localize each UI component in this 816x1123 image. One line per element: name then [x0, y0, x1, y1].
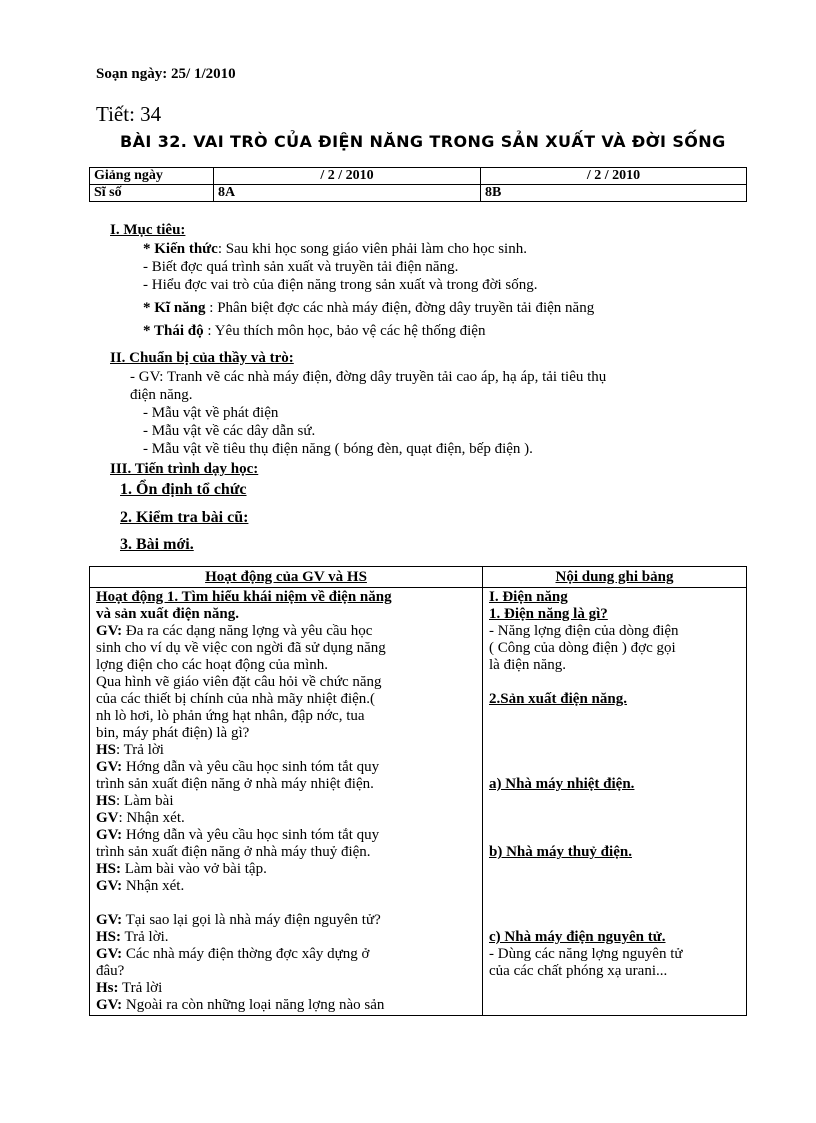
content-line [489, 912, 740, 929]
activity-line [96, 963, 476, 980]
content-line [489, 878, 740, 895]
activity-text: Trả lời [118, 980, 163, 996]
content-line [489, 708, 740, 725]
content-heading: a) Nhà máy nhiệt điện. [489, 776, 635, 792]
activity-text: : Nhận xét. [118, 810, 185, 826]
content-heading: c) Nhà máy điện nguyên tử. [489, 929, 666, 945]
activity-text: trình sản xuất điện năng ở nhà máy nhiệt điện. [96, 776, 374, 792]
activity-text: Các nhà máy điện thờng đợc xây dựng ở [122, 946, 370, 962]
activity-line [96, 589, 476, 606]
activity-text: nh lò hơi, lò phản ứng hạt nhân, đập nớc, tua [96, 708, 365, 724]
activity-line [96, 742, 476, 759]
activity-line [96, 793, 476, 810]
activity-line [96, 657, 476, 674]
speaker-label: HS [96, 742, 117, 758]
activity-line [96, 844, 476, 861]
activity-line [96, 640, 476, 657]
activity-table [89, 566, 747, 1016]
lesson-number: Tiết: 34 [96, 102, 162, 126]
schedule-row-classes [90, 185, 747, 202]
activity-line [96, 759, 476, 776]
activity-line [96, 878, 476, 895]
activity-line [96, 912, 476, 929]
content-heading: I. Điện năng [489, 589, 568, 605]
activity-text: Tại sao lại gọi là nhà máy điện nguyên tử? [122, 912, 381, 928]
schedule-table [89, 167, 747, 202]
content-line [489, 810, 740, 827]
lesson-title: BÀI 32. VAI TRÒ CỦA ĐIỆN NĂNG TRONG SẢN XUẤT VÀ ĐỜI SỐNG [120, 132, 726, 151]
content-line [489, 742, 740, 759]
skill-label: * Kĩ năng [143, 300, 206, 316]
speaker-label: HS: [96, 929, 122, 945]
activity-text: Qua hình vẽ giáo viên đặt câu hỏi về chức năng [96, 674, 382, 690]
schedule-label-date: Giảng ngày [90, 168, 214, 185]
activity-line [96, 827, 476, 844]
speaker-label: GV: [96, 759, 123, 775]
activity-text: : Trả lời [116, 742, 164, 758]
activity-line [96, 606, 476, 623]
prep-item-1-cont: điện năng. [130, 387, 193, 403]
header-activities: Hoạt động của GV và HS [90, 567, 483, 588]
content-line [489, 759, 740, 776]
speaker-label: Hs: [96, 980, 119, 996]
knowledge-text: : Sau khi học song giáo viên phải làm cho học sinh. [217, 241, 527, 257]
header-board-content: Nội dung ghi bảng [483, 567, 747, 588]
procedure-step-1: 1. Ổn định tổ chức [120, 481, 247, 498]
activity-line [96, 691, 476, 708]
activity-line [96, 725, 476, 742]
speaker-label: GV: [96, 912, 123, 928]
activity-text: : Làm bài [116, 793, 174, 809]
content-line [489, 861, 740, 878]
schedule-class-8a: 8A [214, 185, 481, 202]
activity-text: Ngoài ra còn những loại năng lợng nào sản [122, 997, 385, 1013]
activity-text: sinh cho ví dụ về việc con ngời đã sử dụng năng [96, 640, 386, 656]
activity-text: Hớng dẫn và yêu cầu học sinh tóm tắt quy [122, 827, 380, 843]
content-line [489, 827, 740, 844]
activities-cell [90, 588, 483, 1016]
activity-line [96, 623, 476, 640]
activity-text: Nhận xét. [122, 878, 185, 894]
activity-line [96, 674, 476, 691]
speaker-label: HS: [96, 861, 122, 877]
schedule-label-count: Sĩ số [90, 185, 214, 202]
speaker-label: GV: [96, 997, 123, 1013]
speaker-label: HS [96, 793, 117, 809]
activity-line [96, 980, 476, 997]
speaker-label: GV: [96, 946, 123, 962]
activity-line [96, 997, 476, 1014]
procedure-step-3: 3. Bài mới. [120, 536, 194, 553]
content-line: của các chất phóng xạ urani... [489, 963, 668, 979]
skill-line [143, 299, 594, 317]
section-objectives-title: I. Mục tiêu: [110, 222, 186, 238]
attitude-label: * Thái độ [143, 323, 204, 339]
speaker-label: GV: [96, 623, 123, 639]
schedule-date-8b: / 2 / 2010 [481, 168, 747, 185]
section-procedure-title: III. Tiến trình dạy học: [110, 461, 259, 477]
activity-table-body [90, 588, 747, 1016]
knowledge-item-1: - Biết đợc quá trình sản xuất và truyền tải điện năng. [143, 259, 459, 275]
prep-item-4: - Mẫu vật về tiêu thụ điện năng ( bóng đèn, quạt điện, bếp điện ). [143, 441, 533, 457]
schedule-date-8a: / 2 / 2010 [214, 168, 481, 185]
content-heading: 1. Điện năng là gì? [489, 606, 608, 622]
activity-table-header [90, 567, 747, 588]
activity-text: Hớng dẫn và yêu cầu học sinh tóm tắt quy [122, 759, 380, 775]
activity-text: Trả lời. [121, 929, 169, 945]
content-line: là điện năng. [489, 657, 567, 673]
activity-text: trình sản xuất điện năng ở nhà máy thuỷ điện. [96, 844, 371, 860]
activity-line [96, 708, 476, 725]
speaker-label: GV: [96, 827, 123, 843]
knowledge-label: * Kiến thức [143, 241, 218, 257]
schedule-class-8b: 8B [481, 185, 747, 202]
knowledge-item-2: - Hiểu đợc vai trò của điện năng trong sản xuất và trong đời sống. [143, 277, 538, 293]
activity-text: bin, máy phát điện) là gì? [96, 725, 250, 741]
activity-line [96, 895, 476, 912]
procedure-step-2: 2. Kiểm tra bài cũ: [120, 509, 249, 526]
prepared-date: Soạn ngày: 25/ 1/2010 [96, 66, 236, 82]
activity-heading: Hoạt động 1. Tìm hiểu khái niệm về điện năng [96, 589, 392, 605]
section-preparation-title: II. Chuẩn bị của thầy và trò: [110, 350, 294, 366]
activity-line [96, 776, 476, 793]
activity-line [96, 861, 476, 878]
activity-text: của các thiết bị chính của nhà mãy nhiệt điện.( [96, 691, 376, 707]
attitude-text: : Yêu thích môn học, bảo vệ các hệ thống điện [203, 323, 486, 339]
activity-line [96, 810, 476, 827]
skill-text: : Phân biệt đợc các nhà máy điện, đờng dây truyền tải điện năng [205, 300, 595, 316]
prep-item-1: - GV: Tranh vẽ các nhà máy điện, đờng dây truyền tải cao áp, hạ áp, tải tiêu thụ [130, 369, 607, 385]
content-line [489, 725, 740, 742]
speaker-label: GV: [96, 878, 123, 894]
activity-line [96, 929, 476, 946]
activity-heading: và sản xuất điện năng. [96, 606, 239, 622]
activity-text: Đa ra các dạng năng lợng và yêu cầu học [122, 623, 373, 639]
content-heading: 2.Sản xuất điện năng. [489, 691, 627, 707]
content-line [489, 793, 740, 810]
activity-text: đâu? [96, 963, 125, 979]
content-line: - Năng lợng điện của dòng điện [489, 623, 679, 639]
activity-line [96, 946, 476, 963]
schedule-row-dates [90, 168, 747, 185]
prep-item-3: - Mẫu vật về các dây dẫn sứ. [143, 423, 316, 439]
board-content-cell [483, 588, 747, 1016]
prep-item-2: - Mẫu vật về phát điện [143, 405, 279, 421]
content-line [489, 674, 740, 691]
activity-text: Làm bài vào vở bài tập. [121, 861, 267, 877]
attitude-line [143, 322, 485, 340]
knowledge-line [143, 240, 527, 258]
content-line: ( Công của dòng điện ) đợc gọi [489, 640, 676, 656]
activity-text: lợng điện cho các hoạt động của mình. [96, 657, 329, 673]
content-line [489, 895, 740, 912]
content-heading: b) Nhà máy thuỷ điện. [489, 844, 632, 860]
speaker-label: GV [96, 810, 119, 826]
content-line: - Dùng các năng lợng nguyên tử [489, 946, 683, 962]
